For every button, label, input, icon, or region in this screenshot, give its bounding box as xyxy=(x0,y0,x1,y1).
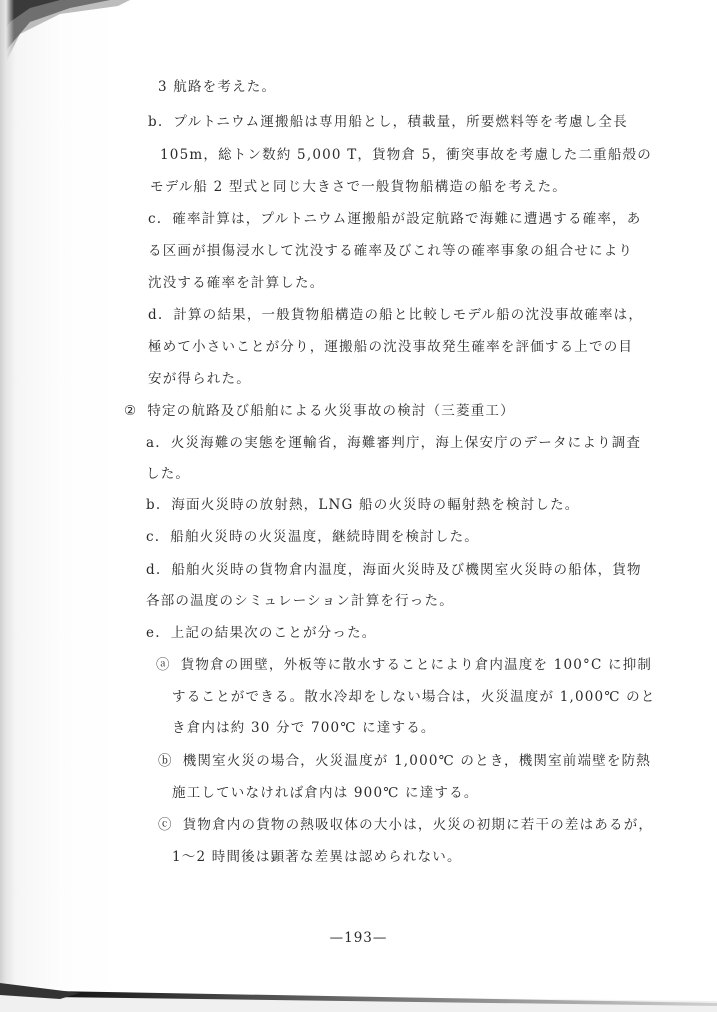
text-line xyxy=(124,402,515,420)
line-marker: ⓐ xyxy=(156,657,171,673)
scan-shadow-bottom xyxy=(0,975,717,1012)
text-line xyxy=(148,113,628,131)
line-text: 計算の結果，一般貨物船構造の船と比較しモデル船の沈没事故確率は， xyxy=(173,307,644,323)
line-text: 105m，総トン数約 5,000 T，貨物倉 5，衝突事故を考慮した二重船殻の xyxy=(160,147,652,163)
line-marker: ⓑ xyxy=(158,753,173,769)
text-line xyxy=(150,178,567,196)
line-text: 特定の航路及び船舶による火災事故の検討（三菱重工） xyxy=(147,403,515,419)
line-text: プルトニウム運搬船は専用船とし，積載量，所要燃料等を考慮し全長 xyxy=(173,114,628,130)
line-marker: ② xyxy=(124,403,138,419)
line-text: 貨物倉の囲壁，外板等に散水することにより倉内温度を 100°C に抑制 xyxy=(180,657,653,673)
line-text: 火災海難の実態を運輸省，海難審判庁，海上保安庁のデータにより調査 xyxy=(170,435,642,451)
text-line xyxy=(146,434,641,452)
text-line xyxy=(146,561,642,579)
text-line xyxy=(146,528,479,546)
line-text: 施工していなければ倉内は 900℃ に達する。 xyxy=(172,785,479,801)
line-text: 各部の温度のシミュレーション計算を行った。 xyxy=(146,593,454,609)
line-text: 船舶火災時の貨物倉内温度，海面火災時及び機関室火災時の船体，貨物 xyxy=(171,562,642,578)
text-line xyxy=(172,719,436,737)
line-text: 1～2 時間後は顕著な差異は認められない。 xyxy=(172,849,462,865)
text-line xyxy=(172,784,479,802)
line-marker: c. xyxy=(146,529,161,545)
text-line xyxy=(148,274,324,292)
line-marker: b. xyxy=(148,114,164,130)
text-line xyxy=(146,496,580,514)
text-line xyxy=(158,78,276,96)
line-text: 機関室火災の場合，火災温度が 1,000℃ のとき，機関室前端壁を防熱 xyxy=(182,753,651,769)
text-line xyxy=(172,848,462,866)
line-text: 極めて小さいことが分り，運搬船の沈没事故発生確率を評価する上での目 xyxy=(148,339,634,355)
line-text: 貨物倉内の貨物の熱吸収体の大小は，火災の初期に若干の差はあるが， xyxy=(182,817,654,833)
scan-shadow-corner xyxy=(0,0,130,70)
line-marker: b. xyxy=(146,497,162,513)
line-text: 上記の結果次のことが分った。 xyxy=(170,625,377,641)
text-line xyxy=(148,306,643,324)
line-text: することができる。散水冷却をしない場合は，火災温度が 1,000℃ のと xyxy=(172,689,656,705)
text-line xyxy=(146,624,377,642)
line-text: モデル船 2 型式と同じ大きさで一般貨物船構造の船を考えた。 xyxy=(150,179,567,195)
line-marker: ⓒ xyxy=(158,817,173,833)
text-line xyxy=(160,146,652,164)
line-text: した。 xyxy=(146,466,191,482)
text-line xyxy=(148,338,633,356)
text-line xyxy=(146,465,190,483)
line-marker: e. xyxy=(146,625,161,641)
line-text: 船舶火災時の火災温度，継続時間を検討した。 xyxy=(170,529,479,545)
line-text: 安が得られた。 xyxy=(148,371,251,387)
line-text: 確率計算は，プルトニウム運搬船が設定航路で海難に遭遇する確率，あ xyxy=(172,211,642,227)
line-marker: d. xyxy=(148,307,164,323)
line-text: 沈没する確率を計算した。 xyxy=(148,275,325,291)
text-line xyxy=(148,242,633,260)
text-line xyxy=(148,370,251,388)
page-number: —193— xyxy=(329,930,388,946)
line-marker: a. xyxy=(146,435,161,451)
line-text: 海面火災時の放射熱，LNG 船の火災時の輻射熱を検討した。 xyxy=(171,497,580,513)
line-marker: c. xyxy=(148,211,163,227)
text-line xyxy=(172,688,656,706)
line-text: 3 航路を考えた。 xyxy=(158,79,277,95)
text-line xyxy=(158,752,651,770)
text-line xyxy=(146,592,454,610)
line-text: き倉内は約 30 分で 700℃ に達する。 xyxy=(172,720,436,736)
text-line xyxy=(148,210,641,228)
text-line xyxy=(156,656,652,674)
text-line xyxy=(158,816,653,834)
line-text: る区画が損傷浸水して沈没する確率及びこれ等の確率事象の組合せにより xyxy=(148,243,634,259)
scan-shadow-left xyxy=(0,0,14,1012)
line-marker: d. xyxy=(146,562,162,578)
